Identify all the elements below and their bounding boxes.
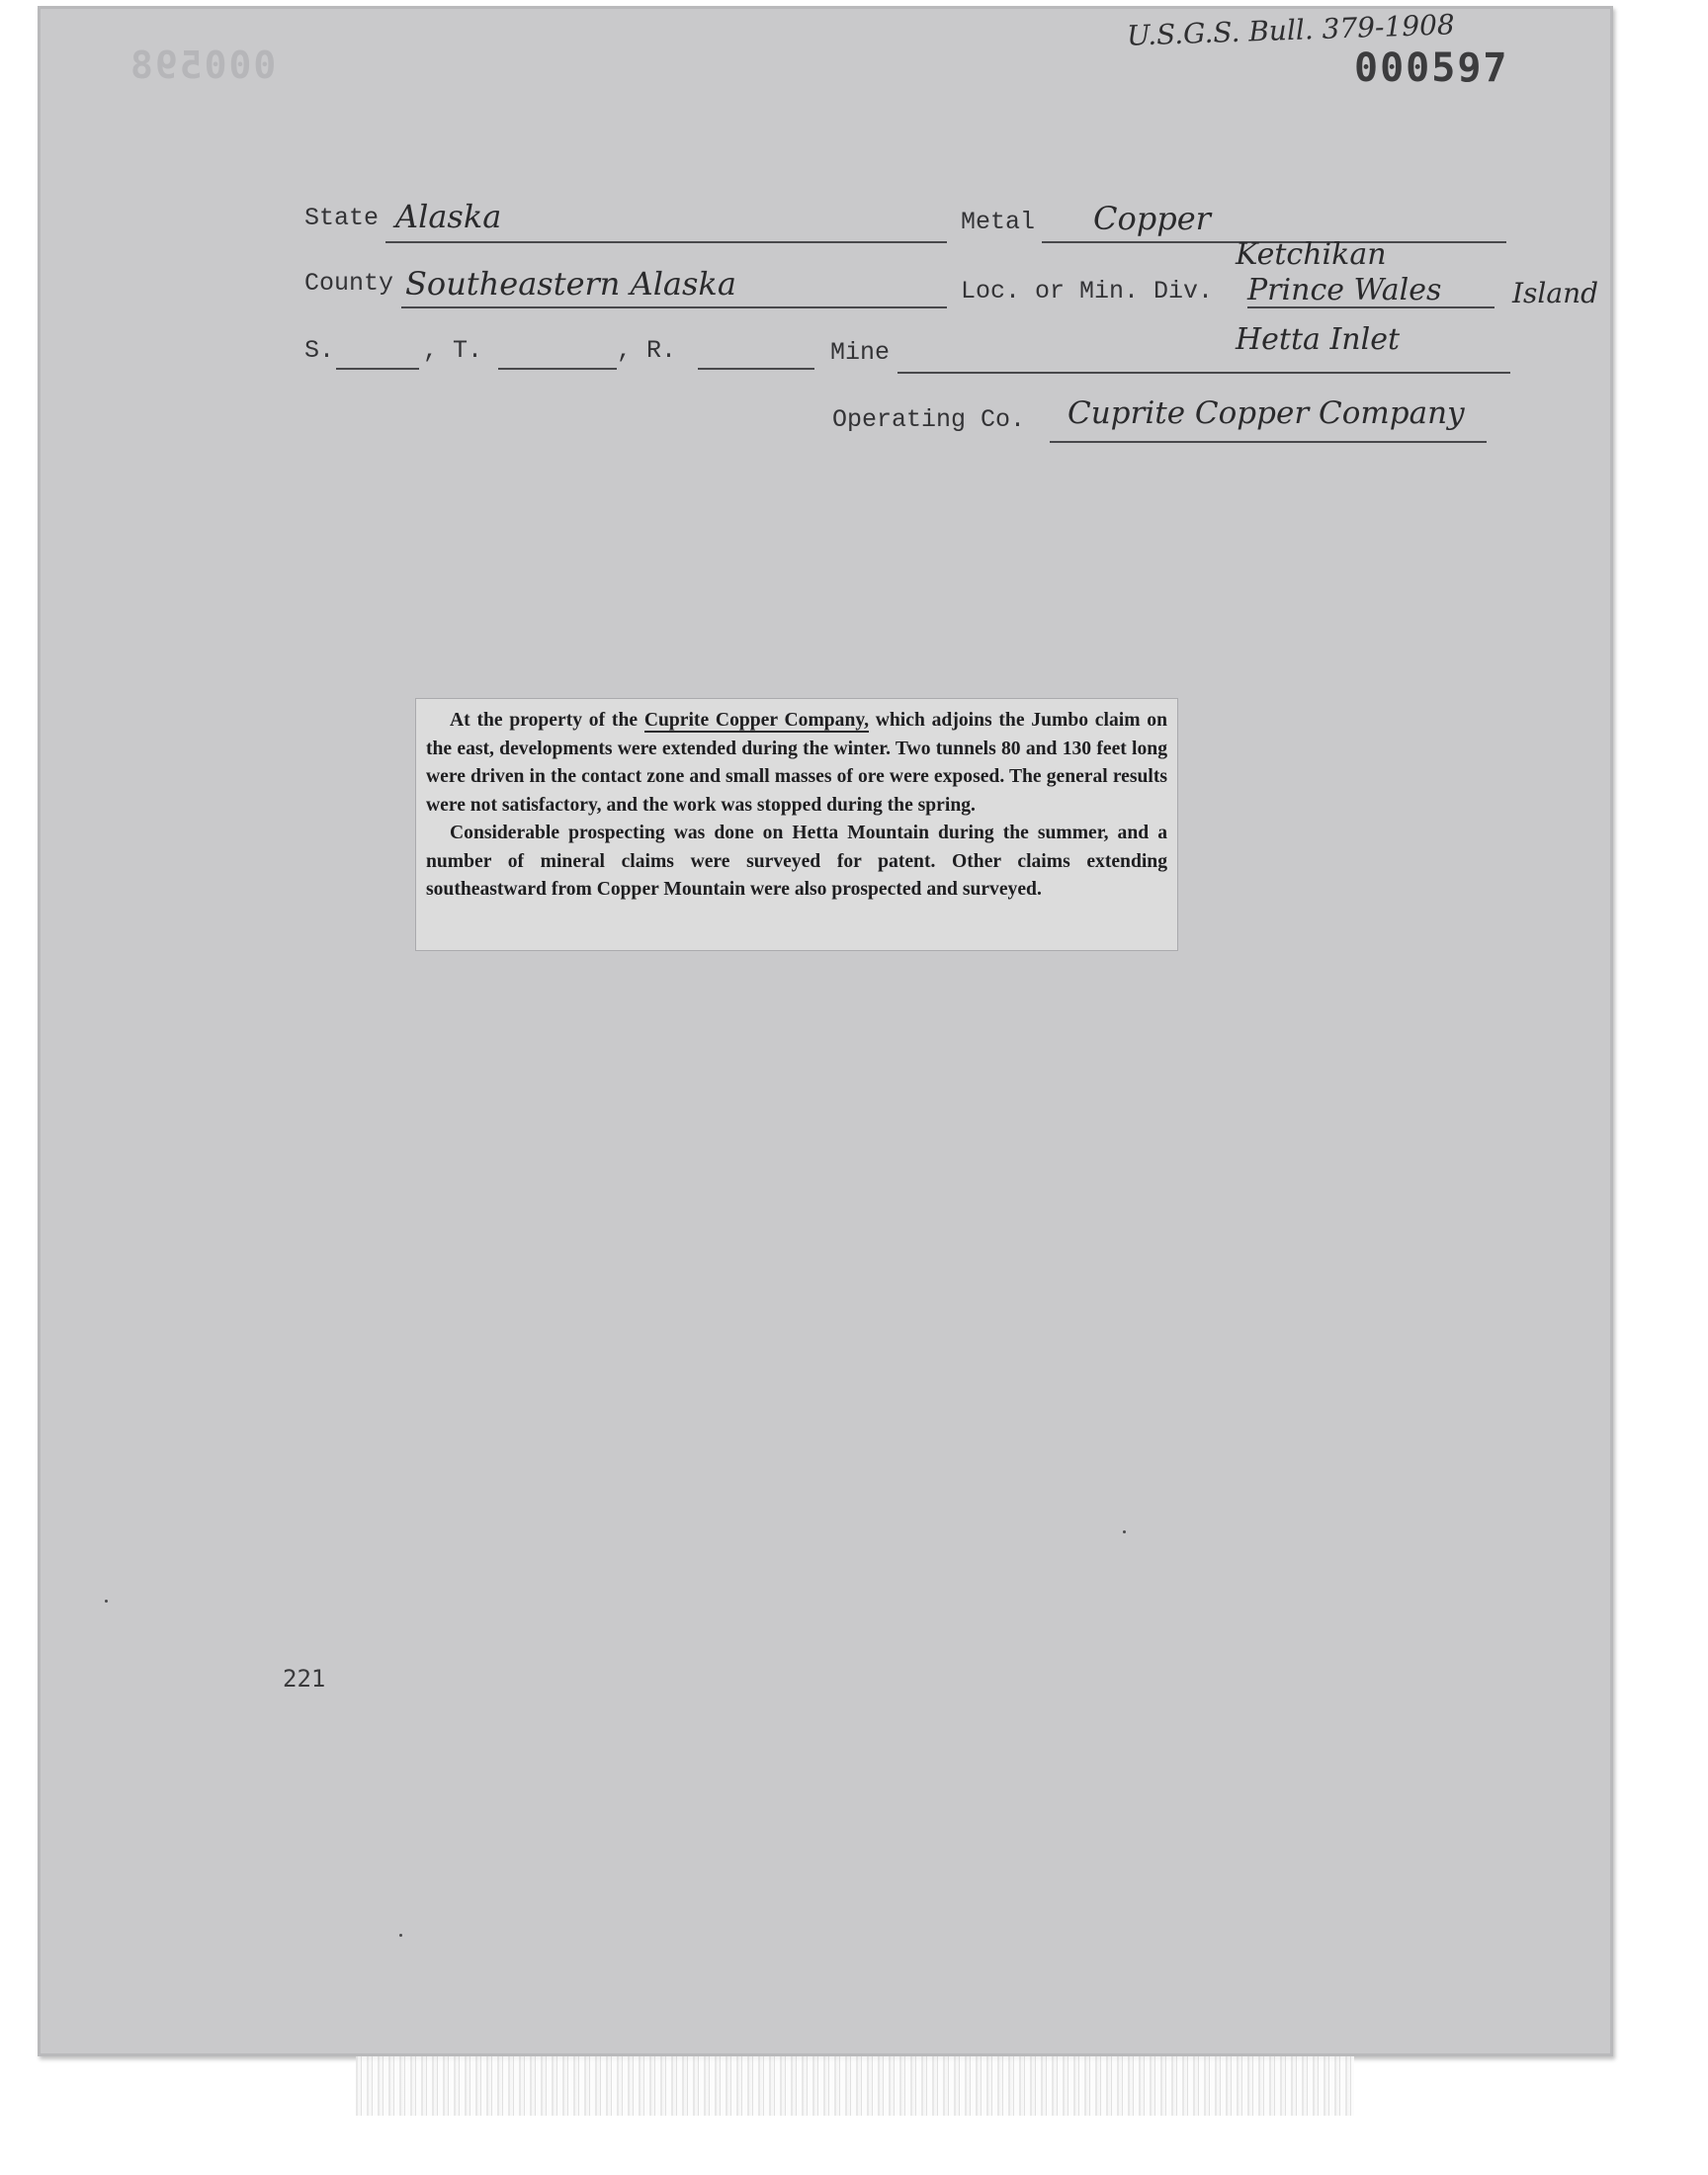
- document-number: 000597: [1354, 45, 1509, 91]
- loc-value-top: Ketchikan: [1236, 237, 1387, 272]
- operating-line: [1050, 441, 1487, 443]
- clipping-p1-rest: which adjoins the Jumbo claim on the east, developments were extended during the winter. Two tunnels 80 and 130 feet long were driven in the contact zone and small masses of ore were exposed. The general results were not satisfactory, and the work was stopped during the spring.: [426, 710, 1167, 816]
- bulletin-clipping: [415, 698, 1178, 951]
- clipping-company-underlined: Cuprite Copper Company,: [643, 710, 869, 731]
- state-value: Alaska: [395, 198, 502, 235]
- scan-artifact-band: [356, 2056, 1354, 2116]
- county-line: [401, 306, 947, 308]
- clipping-paragraph-1: [426, 707, 1167, 820]
- t-label: , T.: [423, 336, 483, 365]
- state-label: State: [304, 204, 380, 232]
- mine-line: [897, 372, 1510, 374]
- scan-speck: [399, 1934, 402, 1937]
- scan-speck: [105, 1600, 108, 1603]
- t-line: [498, 368, 617, 370]
- scan-speck: [1123, 1530, 1126, 1533]
- mirrored-document-number: 000598: [128, 44, 277, 87]
- r-label: , R.: [617, 336, 677, 365]
- clipping-p1-start: At the property of the: [450, 710, 644, 731]
- s-line: [336, 368, 419, 370]
- loc-value-suffix: Island: [1512, 277, 1599, 309]
- clipping-paragraph-2: Considerable prospecting was done on Hetta Mountain during the summer, and a number of mineral claims were surveyed for patent. Other claims extending southeastward from Copper Mountain were also prospected and surveyed.: [426, 823, 1167, 900]
- r-line: [698, 368, 814, 370]
- county-value: Southeastern Alaska: [405, 265, 736, 303]
- page-number: 221: [283, 1665, 326, 1693]
- operating-label: Operating Co.: [832, 405, 1026, 434]
- mine-value: Hetta Inlet: [1236, 322, 1401, 357]
- metal-label: Metal: [961, 208, 1036, 236]
- loc-value: Prince Wales: [1247, 273, 1442, 307]
- metal-value: Copper: [1093, 200, 1211, 237]
- index-card: [38, 6, 1613, 2056]
- s-label: S.: [304, 336, 335, 365]
- mine-label: Mine: [830, 338, 891, 367]
- operating-value: Cuprite Copper Company: [1068, 395, 1465, 431]
- loc-label: Loc. or Min. Div.: [961, 277, 1214, 305]
- state-line: [385, 241, 947, 243]
- county-label: County: [304, 269, 394, 298]
- reference-note: U.S.G.S. Bull. 379-1908: [1126, 8, 1456, 52]
